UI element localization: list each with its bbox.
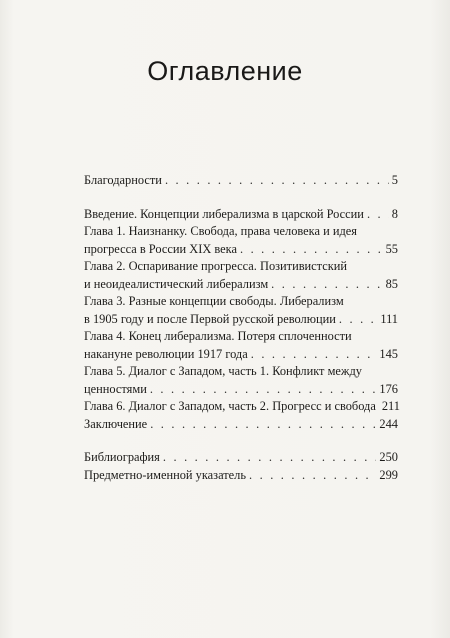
toc-entry-chapter-4 bbox=[84, 328, 398, 363]
dot-leader bbox=[240, 241, 383, 259]
toc-page-number: 111 bbox=[380, 311, 398, 326]
dot-leader bbox=[150, 416, 376, 434]
dot-leader bbox=[367, 206, 389, 224]
page-title: Оглавление bbox=[147, 56, 303, 86]
toc-entry-title-line-2: ценностями bbox=[84, 381, 147, 396]
dot-leader bbox=[165, 172, 389, 190]
toc-entry-title: Благодарности bbox=[84, 173, 162, 187]
toc-page-number: 299 bbox=[379, 467, 398, 482]
toc-entry-chapter-2 bbox=[84, 258, 398, 293]
toc-entry-title-line-1: Глава 2. Оспаривание прогресса. Позитивистский bbox=[84, 259, 348, 273]
dot-leader bbox=[163, 449, 377, 467]
toc-entry-title: Библиография bbox=[84, 450, 160, 464]
dot-leader bbox=[271, 276, 382, 294]
toc-entry-introduction bbox=[84, 206, 398, 224]
toc-entry-chapter-6 bbox=[84, 398, 398, 416]
toc-entry-bibliography bbox=[84, 449, 398, 467]
toc-page-number: 176 bbox=[379, 381, 398, 396]
dot-leader bbox=[150, 381, 377, 399]
toc-entry-title-line-1: Глава 4. Конец либерализма. Потеря сплоченности bbox=[84, 329, 352, 343]
toc-page-number: 85 bbox=[385, 276, 398, 291]
table-of-contents bbox=[84, 172, 398, 484]
dot-leader bbox=[339, 311, 377, 329]
dot-leader bbox=[249, 467, 376, 485]
toc-page-number: 8 bbox=[391, 206, 398, 221]
toc-entry-title-line-1: Глава 1. Наизнанку. Свобода, права человека и идея bbox=[84, 224, 357, 238]
toc-entry-conclusion bbox=[84, 416, 398, 434]
toc-page-number: 250 bbox=[379, 450, 398, 464]
toc-page-number: 145 bbox=[379, 346, 398, 361]
toc-entry-title-line-2: накануне революции 1917 года bbox=[84, 346, 248, 361]
toc-entry-title-line-2: в 1905 году и после Первой русской революции bbox=[84, 311, 336, 326]
toc-entry-title: Глава 6. Диалог с Западом, часть 2. Прогресс и свобода bbox=[84, 399, 376, 413]
toc-entry-chapter-3 bbox=[84, 293, 398, 328]
toc-entry-title-line-2: и неоидеалистический либерализм bbox=[84, 276, 269, 291]
toc-entry-title-line-1: Глава 3. Разные концепции свободы. Либерализм bbox=[84, 294, 344, 308]
toc-entry-chapter-5 bbox=[84, 363, 398, 398]
dot-leader bbox=[251, 346, 377, 364]
toc-entry-index bbox=[84, 467, 398, 485]
toc-entry-chapter-1 bbox=[84, 223, 398, 258]
toc-entry-acknowledgements bbox=[84, 172, 398, 190]
toc-entry-title: Заключение bbox=[84, 416, 148, 431]
toc-page-number: 5 bbox=[391, 173, 398, 187]
toc-page-number: 244 bbox=[379, 416, 398, 431]
toc-page-number: 211 bbox=[381, 399, 400, 413]
toc-page-number: 55 bbox=[385, 241, 398, 256]
toc-entry-title: Введение. Концепции либерализма в царской России bbox=[84, 206, 364, 221]
toc-entry-title: Предметно-именной указатель bbox=[84, 467, 246, 482]
toc-entry-title-line-2: прогресса в России XIX века bbox=[84, 241, 237, 256]
toc-entry-title-line-1: Глава 5. Диалог с Западом, часть 1. Конфликт между bbox=[84, 364, 362, 378]
